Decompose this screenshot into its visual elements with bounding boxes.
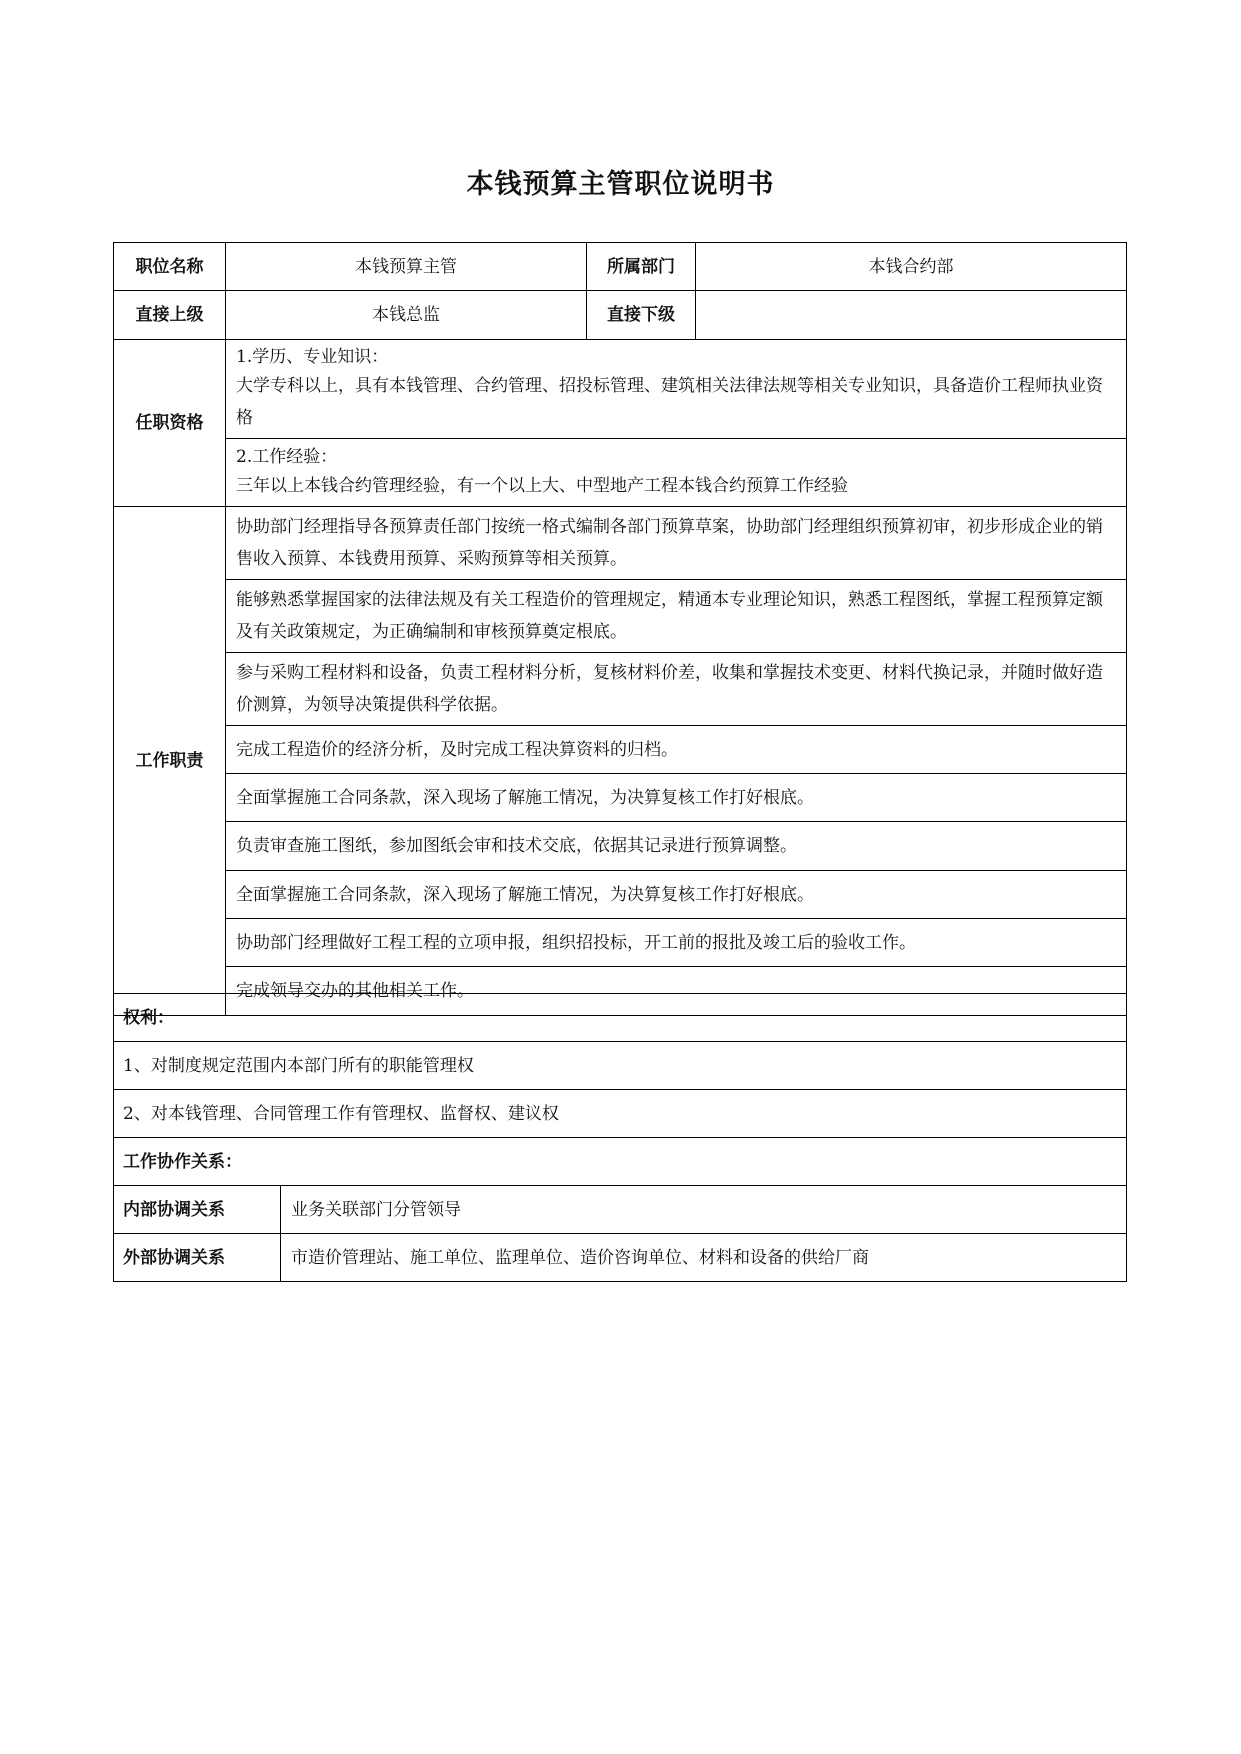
rights-item: 1、对制度规定范围内本部门所有的职能管理权 xyxy=(114,1042,1127,1090)
subordinate-value xyxy=(696,291,1127,340)
duty-item: 参与采购工程材料和设备，负责工程材料分析，复核材料价差，收集和掌握技术变更、材料代换记录，并随时做好造价测算，为领导决策提供科学依据。 xyxy=(226,653,1127,726)
position-name-label: 职位名称 xyxy=(114,243,226,291)
duty-item: 负责审查施工图纸，参加图纸会审和技术交底，依据其记录进行预算调整。 xyxy=(226,822,1127,871)
department-value: 本钱合约部 xyxy=(696,243,1127,291)
duty-item: 能够熟悉掌握国家的法律法规及有关工程造价的管理规定，精通本专业理论知识，熟悉工程图纸，掌握工程预算定额及有关政策规定，为正确编制和审核预算奠定根底。 xyxy=(226,580,1127,653)
page-title: 本钱预算主管职位说明书 xyxy=(466,169,775,200)
duty-item: 协助部门经理做好工程工程的立项申报，组织招投标，开工前的报批及竣工后的验收工作。 xyxy=(226,919,1127,967)
internal-relations-value: 业务关联部门分管领导 xyxy=(281,1186,1127,1234)
superior-value: 本钱总监 xyxy=(226,291,587,340)
qualification-item xyxy=(226,340,1127,439)
qualification-heading: 1.学历、专业知识： xyxy=(236,347,389,367)
external-relations-value: 市造价管理站、施工单位、监理单位、造价咨询单位、材料和设备的供给厂商 xyxy=(281,1234,1127,1282)
job-description-table xyxy=(113,242,1127,1016)
duty-item: 全面掌握施工合同条款，深入现场了解施工情况，为决算复核工作打好根底。 xyxy=(226,774,1127,822)
external-relations-label: 外部协调关系 xyxy=(114,1234,281,1282)
duty-item: 协助部门经理指导各预算责任部门按统一格式编制各部门预算草案，协助部门经理组织预算初审，初步形成企业的销售收入预算、本钱费用预算、采购预算等相关预算。 xyxy=(226,507,1127,580)
qualification-text: 大学专科以上，具有本钱管理、合约管理、招投标管理、建筑相关法律法规等相关专业知识，具备造价工程师执业资格 xyxy=(236,376,1103,428)
duty-item: 完成领导交办的其他相关工作。 xyxy=(226,967,1127,1016)
relations-label: 工作协作关系： xyxy=(114,1138,1127,1186)
position-name-value: 本钱预算主管 xyxy=(226,243,587,291)
rights-relations-table xyxy=(113,993,1127,1282)
rights-label: 权利： xyxy=(114,994,1127,1042)
duty-item: 完成工程造价的经济分析，及时完成工程决算资料的归档。 xyxy=(226,726,1127,774)
superior-label: 直接上级 xyxy=(114,291,226,340)
department-label: 所属部门 xyxy=(587,243,696,291)
internal-relations-label: 内部协调关系 xyxy=(114,1186,281,1234)
subordinate-label: 直接下级 xyxy=(587,291,696,340)
duty-item: 全面掌握施工合同条款，深入现场了解施工情况，为决算复核工作打好根底。 xyxy=(226,871,1127,919)
rights-item: 2、对本钱管理、合同管理工作有管理权、监督权、建议权 xyxy=(114,1090,1127,1138)
qualification-item xyxy=(226,439,1127,507)
qualification-heading: 2.工作经验： xyxy=(236,446,338,467)
qualification-text: 三年以上本钱合约管理经验，有一个以上大、中型地产工程本钱合约预算工作经验 xyxy=(236,475,848,496)
duties-label: 工作职责 xyxy=(114,507,226,1016)
qualifications-label: 任职资格 xyxy=(114,340,226,507)
